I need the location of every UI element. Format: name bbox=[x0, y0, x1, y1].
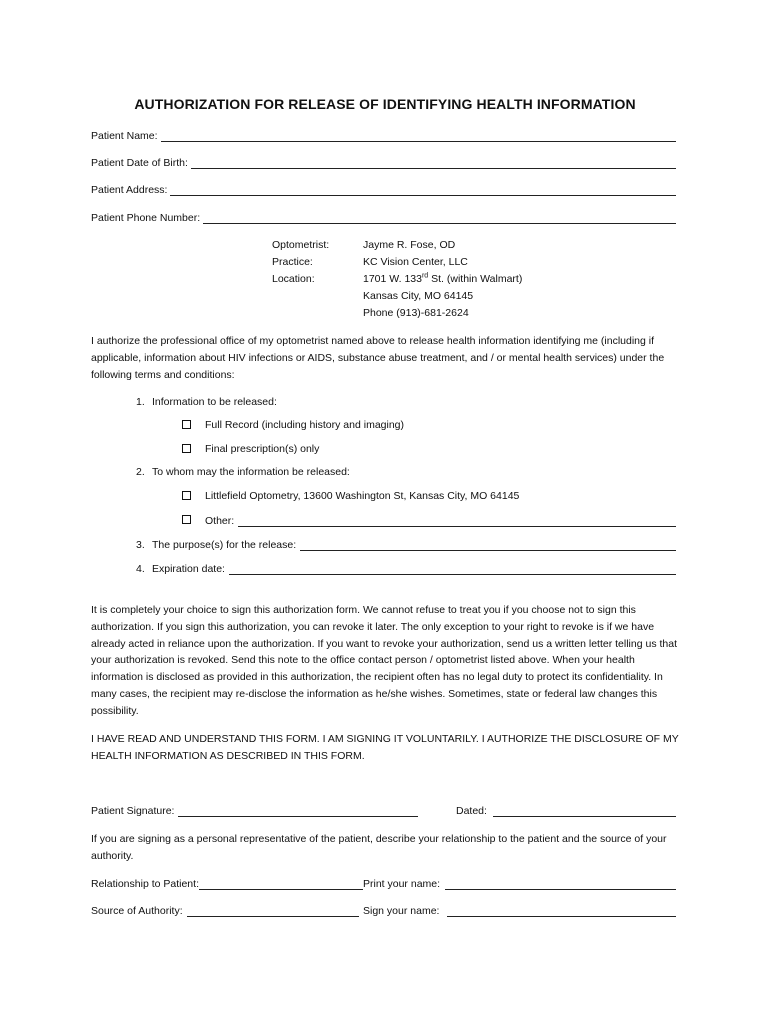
checkbox-icon[interactable] bbox=[182, 444, 191, 453]
relationship-line[interactable] bbox=[199, 879, 363, 890]
patient-signature-label: Patient Signature: bbox=[91, 805, 175, 817]
address-note: St. (within Walmart) bbox=[428, 273, 523, 285]
term-3-text: The purpose(s) for the release: bbox=[152, 539, 297, 551]
relationship-field[interactable] bbox=[91, 876, 363, 890]
print-name-line[interactable] bbox=[445, 879, 676, 890]
form-title: AUTHORIZATION FOR RELEASE OF IDENTIFYING HEALTH INFORMATION bbox=[134, 96, 636, 112]
location-address bbox=[363, 271, 522, 288]
option-full-record-label: Full Record (including history and imaging) bbox=[205, 419, 405, 431]
patient-address-label: Patient Address: bbox=[91, 184, 168, 196]
patient-name-label: Patient Name: bbox=[91, 130, 158, 142]
patient-dob-line[interactable] bbox=[191, 158, 676, 169]
option-final-prescription-label: Final prescription(s) only bbox=[205, 443, 320, 455]
term-2-number: 2. bbox=[136, 466, 145, 478]
location-label: Location: bbox=[272, 273, 315, 285]
patient-dob-label: Patient Date of Birth: bbox=[91, 157, 188, 169]
checkbox-icon[interactable] bbox=[182, 420, 191, 429]
address-ordinal: rd bbox=[421, 272, 429, 280]
provider-values bbox=[363, 237, 522, 322]
optometrist-label: Optometrist: bbox=[272, 239, 330, 251]
source-authority-label: Source of Authority: bbox=[91, 905, 183, 917]
acknowledgement-text: I HAVE READ AND UNDERSTAND THIS FORM. I AM SIGNING IT VOLUNTARILY. I AUTHORIZE THE DISCLOSURE OF MY HEALTH INFORMATION AS DESCRIBED IN THIS FORM. bbox=[91, 733, 679, 762]
patient-dob-field[interactable] bbox=[91, 155, 676, 169]
print-name-field[interactable] bbox=[363, 876, 676, 890]
checkbox-icon[interactable] bbox=[182, 491, 191, 500]
source-authority-line[interactable] bbox=[187, 906, 359, 917]
patient-name-field[interactable] bbox=[91, 128, 676, 142]
term-item-3[interactable] bbox=[136, 537, 676, 551]
patient-phone-line[interactable] bbox=[203, 213, 676, 224]
print-name-label: Print your name: bbox=[363, 878, 441, 890]
term-item-4[interactable] bbox=[136, 561, 676, 575]
patient-address-field[interactable] bbox=[91, 182, 676, 196]
address-street: 1701 W. 133 bbox=[363, 273, 422, 285]
option-full-record[interactable] bbox=[182, 419, 404, 431]
practice-name: KC Vision Center, LLC bbox=[363, 256, 468, 268]
dated-line[interactable] bbox=[493, 806, 676, 817]
term-4-text: Expiration date: bbox=[152, 563, 225, 575]
term-item-2 bbox=[136, 466, 350, 478]
dated-label: Dated: bbox=[456, 805, 487, 817]
option-final-prescription[interactable] bbox=[182, 443, 319, 455]
dated-field[interactable] bbox=[456, 803, 676, 817]
expiration-line[interactable] bbox=[229, 564, 676, 575]
sign-name-field[interactable] bbox=[363, 903, 676, 917]
patient-signature-line[interactable] bbox=[178, 806, 418, 817]
practice-label: Practice: bbox=[272, 256, 313, 268]
term-item-1 bbox=[136, 396, 277, 408]
option-littlefield-label: Littlefield Optometry, 13600 Washington St, Kansas City, MO 64145 bbox=[205, 490, 520, 502]
optometrist-name: Jayme R. Fose, OD bbox=[363, 239, 456, 251]
purpose-line[interactable] bbox=[300, 540, 676, 551]
term-4-number: 4. bbox=[136, 563, 145, 575]
choice-paragraph: It is completely your choice to sign this authorization form. We cannot refuse to treat you if you choose not to sign this authorization. If you sign this authorization, you can revoke it later. The only exception to your right to revoke is if we have already acted in reliance upon the authorization. If you want to revoke your authorization, send us a written letter telling us that your authorization is revoked. Send this note to the office contact person / optometrist listed above. When your health information is disclosed as provided in this authorization, the recipient often has no legal duty to protect its confidentiality. In many cases, the recipient may re-disclose the information as he/she wishes. Sometimes, state or federal law changes this possibility. bbox=[91, 604, 678, 717]
checkbox-icon[interactable] bbox=[182, 515, 191, 524]
option-littlefield[interactable] bbox=[182, 490, 519, 502]
term-3-number: 3. bbox=[136, 539, 145, 551]
relationship-label: Relationship to Patient: bbox=[91, 878, 199, 890]
representative-note: If you are signing as a personal representative of the patient, describe your relationship to the patient and the source of your authority. bbox=[91, 833, 667, 862]
patient-phone-label: Patient Phone Number: bbox=[91, 212, 201, 224]
location-city: Kansas City, MO 64145 bbox=[363, 290, 474, 302]
patient-name-line[interactable] bbox=[161, 131, 676, 142]
provider-labels bbox=[272, 237, 329, 288]
patient-address-line[interactable] bbox=[170, 185, 676, 196]
term-1-text: Information to be released: bbox=[152, 396, 277, 408]
sign-name-label: Sign your name: bbox=[363, 905, 440, 917]
term-2-text: To whom may the information be released: bbox=[152, 466, 350, 478]
option-other-label: Other: bbox=[205, 515, 235, 527]
other-line[interactable] bbox=[238, 516, 676, 527]
patient-phone-field[interactable] bbox=[91, 210, 676, 224]
intro-paragraph: I authorize the professional office of my optometrist named above to release health information identifying me (including if applicable, information about HIV infections or AIDS, substance abuse treatment, and / or mental health services) under the following terms and conditions: bbox=[91, 335, 665, 381]
patient-signature-field[interactable] bbox=[91, 803, 418, 817]
source-authority-field[interactable] bbox=[91, 903, 359, 917]
provider-phone: Phone (913)-681-2624 bbox=[363, 307, 469, 319]
option-other[interactable] bbox=[182, 513, 676, 527]
term-1-number: 1. bbox=[136, 396, 145, 408]
sign-name-line[interactable] bbox=[447, 906, 676, 917]
